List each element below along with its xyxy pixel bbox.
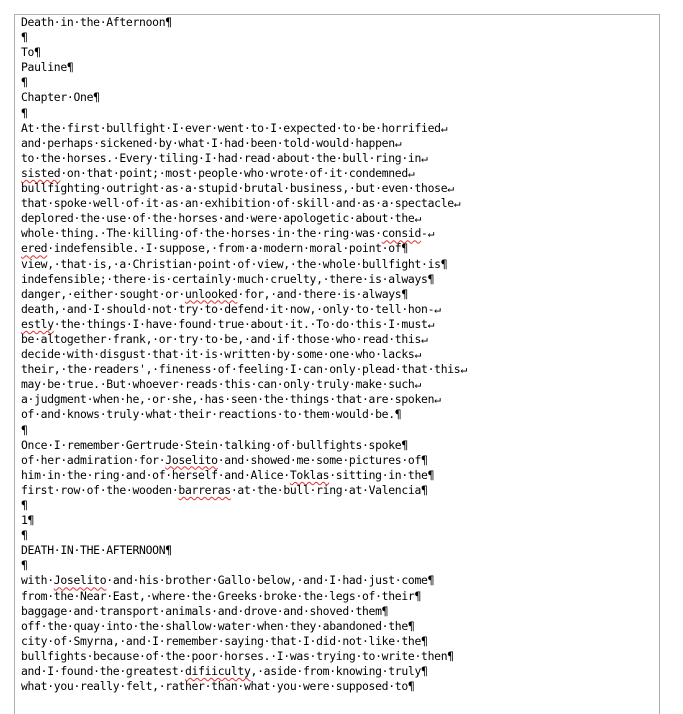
misspelled-word[interactable]: ered bbox=[21, 241, 48, 256]
misspelled-word[interactable]: Joselito bbox=[165, 452, 218, 467]
document-line: ¶ bbox=[21, 105, 28, 120]
document-line: ¶ bbox=[21, 30, 28, 45]
misspelled-word[interactable]: unlooked bbox=[184, 286, 238, 301]
document-line: a·judgment·when·he,·or·she,·has·seen·the·things·that·are·spoken↵ bbox=[21, 392, 441, 407]
document-line: death,·and·I·should·not·try·to·defend·it·now,·only·to·tell·hon-↵ bbox=[21, 301, 441, 316]
document-line: may·be·true.·But·whoever·reads·this·can·only·truly·make·such↵ bbox=[21, 377, 422, 392]
document-line: with·Joselito·and·his·brother·Gallo·below,·and·I·had·just·come¶ bbox=[21, 573, 435, 588]
document-line: ered·indefensible.·I·suppose,·from·a·modern·moral·point·of¶ bbox=[21, 241, 408, 256]
document-line: estly·the·things·I·have·found·true·about·it.·To·do·this·I·must↵ bbox=[21, 316, 435, 331]
document-line: At·the·first·bullfight·I·ever·went·to·I·expected·to·be·horrified↵ bbox=[21, 120, 448, 135]
document-line: Pauline¶ bbox=[21, 60, 74, 75]
document-line: Once·I·remember·Gertrude·Stein·talking·of·bullfights·spoke¶ bbox=[21, 437, 408, 452]
document-line: of·and·knows·truly·what·their·reactions·to·them·would·be.¶ bbox=[21, 407, 402, 422]
document-line: their,·the·readers',·fineness·of·feeling·I·can·only·plead·that·this↵ bbox=[21, 362, 467, 377]
document-line: and·perhaps·sickened·by·what·I·had·been·told·would·happen↵ bbox=[21, 135, 402, 150]
document-line: ¶ bbox=[21, 558, 28, 573]
document-line: from·the·Near·East,·where·the·Greeks·broke·the·legs·of·their¶ bbox=[21, 588, 422, 603]
document-line: decide·with·disgust·that·it·is·written·by·some·one·who·lacks↵ bbox=[21, 347, 422, 362]
misspelled-word[interactable]: Joselito bbox=[53, 573, 107, 588]
misspelled-word[interactable]: difiiculty bbox=[184, 664, 251, 679]
document-line: bullfighting·outright·as·a·stupid·brutal·business,·but·even·those↵ bbox=[21, 181, 454, 196]
document-line: to·the·horses.·Every·tiling·I·had·read·about·the·bull·ring·in↵ bbox=[21, 150, 428, 165]
misspelled-word[interactable]: estly bbox=[21, 316, 54, 331]
document-line: sisted·on·that·point;·most·people·who·wrote·of·it·condemned↵ bbox=[21, 165, 415, 180]
document-line: off·the·quay·into·the·shallow·water·when·they·abandoned·the¶ bbox=[21, 618, 415, 633]
document-line: Death·in·the·Afternoon¶ bbox=[21, 15, 172, 29]
misspelled-word[interactable]: sisted bbox=[21, 165, 61, 180]
document-line: and·I·found·the·greatest·difiiculty,·aside·from·knowing·truly¶ bbox=[21, 664, 428, 679]
misspelled-word[interactable]: consid bbox=[381, 226, 422, 241]
document-line: whole·thing.·The·killing·of·the·horses·in·the·ring·was·consid-↵ bbox=[21, 226, 435, 241]
misspelled-word[interactable]: barreras bbox=[178, 482, 231, 497]
document-line: indefensible;·there·is·certainly·much·cruelty,·there·is·always¶ bbox=[21, 271, 435, 286]
document-line: bullfights·because·of·the·poor·horses.·I·was·trying·to·write·then¶ bbox=[21, 648, 454, 663]
document-line: ¶ bbox=[21, 422, 28, 437]
document-line: baggage·and·transport·animals·and·drove·and·shoved·them¶ bbox=[21, 603, 389, 618]
document-line: first·row·of·the·wooden·barreras·at·the·bull·ring·at·Valencia¶ bbox=[21, 482, 428, 497]
document-line: that·spoke·well·of·it·as·an·exhibition·of·skill·and·as·a·spectacle↵ bbox=[21, 196, 461, 211]
document-line: of·her·admiration·for·Joselito·and·showed·me·some·pictures·of¶ bbox=[21, 452, 428, 467]
misspelled-word[interactable]: Toklas bbox=[289, 467, 330, 482]
document-line: view,·that·is,·a·Christian·point·of·view,·the·whole·bullfight·is¶ bbox=[21, 256, 448, 271]
document-line: To¶ bbox=[21, 45, 41, 60]
document-line: Chapter·One¶ bbox=[21, 90, 100, 105]
document-line: what·you·really·felt,·rather·than·what·you·were·supposed·to¶ bbox=[21, 679, 415, 694]
document-line: DEATH·IN·THE·AFTERNOON¶ bbox=[21, 543, 172, 558]
document-line: him·in·the·ring·and·of·herself·and·Alice·Toklas·sitting·in·the¶ bbox=[21, 467, 435, 482]
document-line: danger,·either·sought·or·unlooked·for,·and·there·is·always¶ bbox=[21, 286, 408, 301]
document-page[interactable] bbox=[14, 14, 660, 714]
document-line: deplored·the·use·of·the·horses·and·were·apologetic·about·the↵ bbox=[21, 211, 422, 226]
document-line: ¶ bbox=[21, 528, 28, 543]
document-line: ¶ bbox=[21, 75, 28, 90]
document-line: ¶ bbox=[21, 498, 28, 512]
document-text-body[interactable] bbox=[21, 15, 467, 694]
document-line: 1¶ bbox=[21, 513, 35, 528]
document-line: be·altogether·frank,·or·try·to·be,·and·if·those·who·read·this↵ bbox=[21, 331, 428, 346]
document-line: city·of·Smyrna,·and·I·remember·saying·that·I·did·not·like·the¶ bbox=[21, 633, 428, 648]
